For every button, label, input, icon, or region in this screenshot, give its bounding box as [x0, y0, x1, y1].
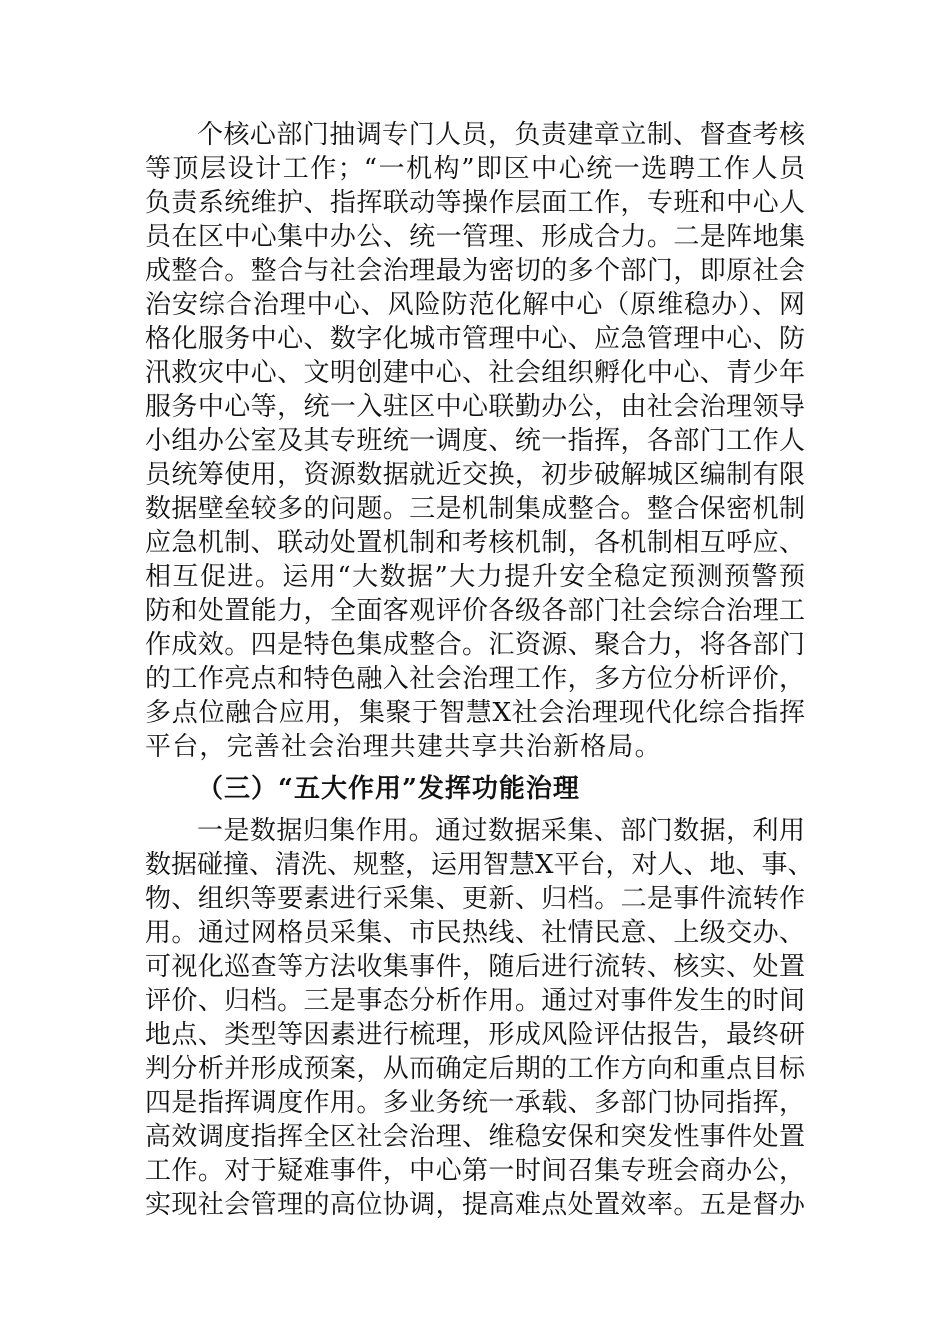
paragraph1-line-11: 员统筹使用，资源数据就近交换，初步破解城区编制有限	[145, 460, 805, 490]
paragraph1-line-16: 作成效。四是特色集成整合。汇资源、聚合力，将各部门	[145, 630, 805, 660]
paragraph1-line-19: 平台，完善社会治理共建共享共治新格局。	[145, 732, 662, 762]
paragraph1-line-18: 多点位融合应用，集聚于智慧X社会治理现代化综合指挥	[145, 698, 805, 728]
paragraph2-line-8: 判分析并形成预案，从而确定后期的工作方向和重点目标	[145, 1054, 805, 1084]
paragraph1-line-17: 的工作亮点和特色融入社会治理工作，多方位分析评价，	[145, 664, 805, 694]
paragraph1-line-5: 成整合。整合与社会治理最为密切的多个部门，即原社会	[145, 256, 805, 286]
paragraph2-line-3: 物、组织等要素进行采集、更新、归档。二是事件流转作	[145, 884, 805, 914]
paragraph1-line-9: 服务中心等，统一入驻区中心联勤办公，由社会治理领导	[145, 392, 805, 422]
paragraph1-line-6: 治安综合治理中心、风险防范化解中心（原维稳办）、网	[145, 290, 805, 320]
section-heading: （三）“五大作用”发挥功能治理	[197, 774, 580, 804]
paragraph1-line-3: 负责系统维护、指挥联动等操作层面工作，专班和中心人	[145, 188, 805, 218]
paragraph2-line-2: 数据碰撞、清洗、规整，运用智慧X平台，对人、地、事、	[145, 850, 814, 880]
paragraph2-line-5: 可视化巡查等方法收集事件，随后进行流转、核实、处置	[145, 952, 805, 982]
paragraph1-line-14: 相互促进。运用“大数据”大力提升安全稳定预测预警预	[145, 562, 805, 592]
paragraph1-line-1: 个核心部门抽调专门人员，负责建章立制、督查考核	[197, 120, 805, 150]
paragraph1-line-12: 数据壁垒较多的问题。三是机制集成整合。整合保密机制	[145, 494, 805, 524]
paragraph2-line-4: 用。通过网格员采集、市民热线、社情民意、上级交办、	[145, 918, 805, 948]
paragraph2-line-11: 工作。对于疑难事件，中心第一时间召集专班会商办公，	[145, 1156, 805, 1186]
paragraph1-line-4: 员在区中心集中办公、统一管理、形成合力。二是阵地集	[145, 222, 805, 252]
paragraph2-line-9: 四是指挥调度作用。多业务统一承载、多部门协同指挥，	[145, 1088, 805, 1118]
paragraph1-line-13: 应急机制、联动处置机制和考核机制，各机制相互呼应、	[145, 528, 805, 558]
paragraph1-line-10: 小组办公室及其专班统一调度、统一指挥，各部门工作人	[145, 426, 805, 456]
paragraph2-line-1: 一是数据归集作用。通过数据采集、部门数据，利用	[197, 816, 805, 846]
paragraph2-line-7: 地点、类型等因素进行梳理，形成风险评估报告，最终研	[145, 1020, 805, 1050]
paragraph2-line-6: 评价、归档。三是事态分析作用。通过对事件发生的时间	[145, 986, 805, 1016]
paragraph1-line-8: 汛救灾中心、文明创建中心、社会组织孵化中心、青少年	[145, 358, 805, 388]
paragraph1-line-7: 格化服务中心、数字化城市管理中心、应急管理中心、防	[145, 324, 805, 354]
paragraph1-line-2: 等顶层设计工作；“一机构”即区中心统一选聘工作人员	[145, 154, 805, 184]
paragraph2-line-10: 高效调度指挥全区社会治理、维稳安保和突发性事件处置	[145, 1122, 805, 1152]
paragraph1-line-15: 防和处置能力，全面客观评价各级各部门社会综合治理工	[145, 596, 805, 626]
paragraph2-line-12: 实现社会管理的高位协调，提高难点处置效率。五是督办	[145, 1190, 805, 1220]
